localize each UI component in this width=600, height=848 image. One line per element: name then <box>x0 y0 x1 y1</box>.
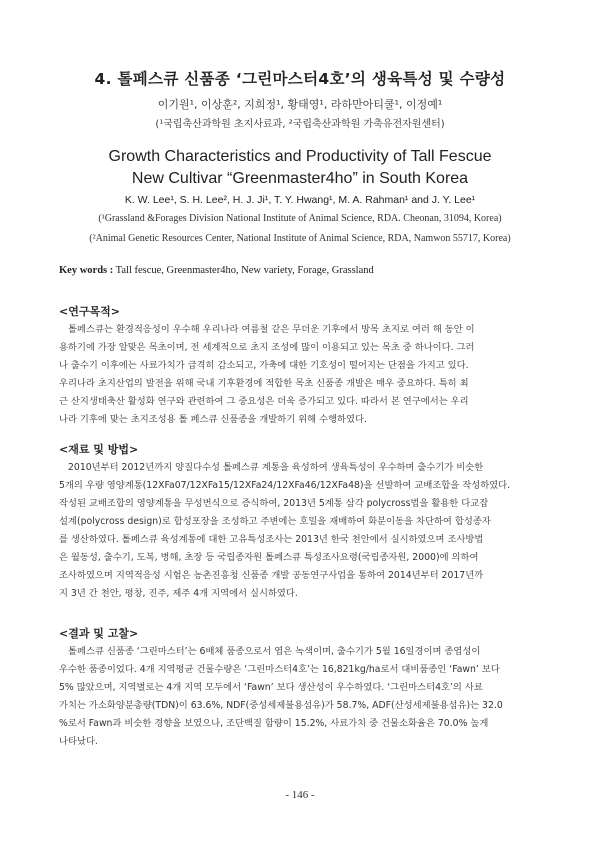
objective-line: 근 산지생태축산 활성화 연구와 관련하여 그 중요성은 더욱 증가되고 있다. 따라서 본 연구에서는 우리 <box>59 396 469 407</box>
english-affiliation-1: (¹Grassland &Forages Division National Institute of Animal Science, RDA. Cheonan, 31094, Korea) <box>98 213 502 224</box>
results-line: 톨페스큐 신품종 ‘그린마스터’는 6배체 품종으로서 엽은 녹색이며, 출수기가 5월 16일경이며 종엽성이 <box>68 646 481 657</box>
korean-authors: 이기원¹, 이상훈², 지희정¹, 황태영¹, 라하만아티쿨¹, 이정예¹ <box>157 98 443 111</box>
english-authors: K. W. Lee¹, S. H. Lee², H. J. Ji¹, T. Y. Hwang¹, M. A. Rahman¹ and J. Y. Lee¹ <box>124 194 476 206</box>
results-line: 나타났다. <box>59 736 98 747</box>
objective-line: 우리나라 초지산업의 발전을 위해 국내 기후환경에 적합한 목초 신품종 개발은 매우 중요하다. 특히 최 <box>59 378 469 389</box>
page-number: - 146 - <box>285 789 315 801</box>
results-line: 5% 많았으며, 지역별로는 4개 지역 모두에서 ‘Fawn’ 보다 생산성이 우수하였다. ‘그린마스터4호’의 사료 <box>59 682 483 693</box>
section-body-objective <box>59 321 542 429</box>
objective-line: 나 출수기 이후에는 사료가치가 급격히 감소되고, 가축에 대한 기호성이 떨어지는 단점을 가지고 있다. <box>59 360 469 371</box>
results-line: 가치는 가소화양분총량(TDN)이 63.6%, NDF(중성세제불용섬유)가 58.7%, ADF(산성세제불용섬유)는 32.0 <box>59 700 503 711</box>
section-heading-methods: <재료 및 방법> <box>59 443 139 456</box>
section-heading-objective: <연구목적> <box>59 305 120 318</box>
section-heading-results: <결과 및 고찰> <box>59 627 139 640</box>
keywords <box>59 265 374 276</box>
objective-line: 나라 기후에 맞는 초지조성용 톨 페스큐 신품종을 개발하기 위해 수행하였다. <box>59 414 367 425</box>
results-line: %로서 Fawn과 비슷한 경향을 보였으나, 조단백질 함량이 15.2%, 사료가치 중 건물소화율은 70.0% 높게 <box>59 718 489 729</box>
methods-line: 조사하였으며 지역적응성 시험은 농촌진흥청 신품종 개발 공동연구사업을 통하여 2014년부터 2017년까 <box>59 570 484 581</box>
english-title-line2: New Cultivar “Greenmaster4ho” in South Korea <box>131 170 469 187</box>
methods-line: 작성된 교배조합의 영양계통을 무성번식으로 증식하여, 2013년 5계통 삼각 polycross법을 활용한 다교잡 <box>59 498 489 509</box>
korean-affiliation: (¹국립축산과학원 초지사료과, ²국립축산과학원 가축유전자원센터) <box>155 119 445 130</box>
methods-line: 2010년부터 2012년까지 양질다수성 톨페스큐 계통을 육성하여 생육특성이 우수하며 출수기가 비슷한 <box>68 462 484 473</box>
korean-title: 4. 톨페스큐 신품종 ‘그린마스터4호’의 생육특성 및 수량성 <box>94 70 506 88</box>
keywords-text: Tall fescue, Greenmaster4ho, New variety, Forage, Grassland <box>113 265 374 276</box>
english-title-line1: Growth Characteristics and Productivity of Tall Fescue <box>108 148 492 165</box>
section-body-results <box>59 643 542 751</box>
objective-line: 톨페스큐는 환경적응성이 우수해 우리나라 여름철 같은 무더운 기후에서 방목 초지로 여러 해 동안 이 <box>68 324 475 335</box>
methods-line: 설계(polycross design)로 합성포장을 조성하고 주변에는 호밀을 재배하여 화분이동을 차단하여 합성종자 <box>59 516 491 527</box>
section-body-methods <box>59 459 542 603</box>
methods-line: 은 월동성, 출수기, 도복, 병해, 초장 등 국립종자원 톨페스큐 특성조사요령(국립종자원, 2000)에 의하여 <box>59 552 479 563</box>
methods-line: 를 생산하였다. 톨페스큐 육성계통에 대한 고유특성조사는 2013년 한국 천안에서 실시하였으며 조사방법 <box>59 534 484 545</box>
objective-line: 용하기에 가장 알맞은 목초이며, 전 세계적으로 초지 조성에 많이 이용되고 있는 목초 중 하나이다. 그러 <box>59 342 475 353</box>
keywords-label: Key words : <box>59 265 114 276</box>
methods-line: 5개의 우량 영양계통(12XFa07/12XFa15/12XFa24/12XFa46/12XFa48)을 선발하여 교배조합을 작성하였다. <box>59 480 511 491</box>
results-line: 우수한 품종이었다. 4개 지역평균 건물수량은 ‘그린마스터4호’는 16,821kg/ha로서 대비품종인 ‘Fawn’ 보다 <box>59 664 500 675</box>
english-affiliation-2: (²Animal Genetic Resources Center, National Institute of Animal Science, RDA, Namwon 55717, Korea) <box>89 233 511 244</box>
methods-line: 지 3년 간 천안, 평창, 진주, 제주 4개 지역에서 실시하였다. <box>59 588 298 599</box>
